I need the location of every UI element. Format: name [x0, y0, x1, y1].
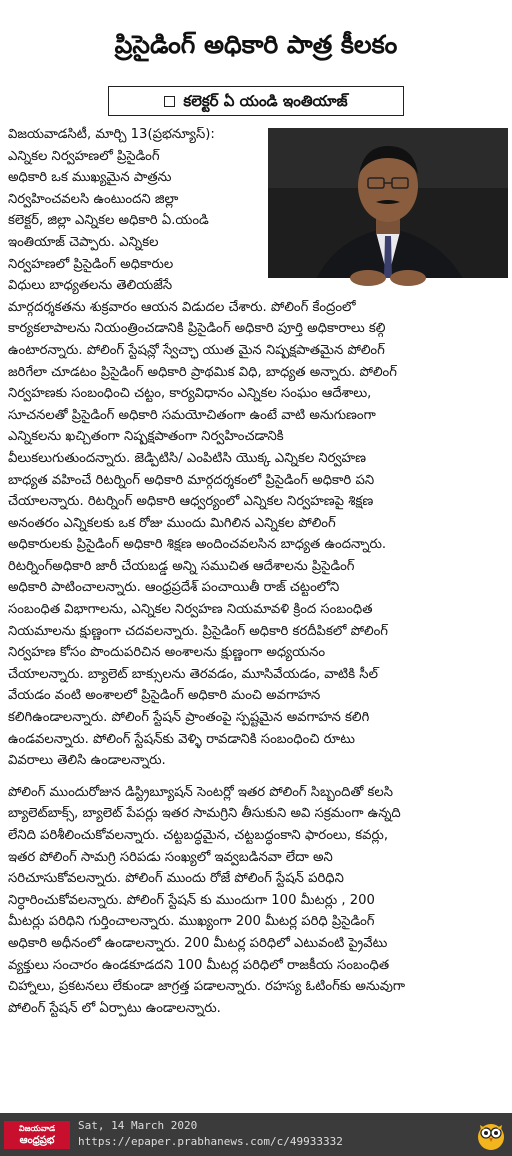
text-line: కార్యకలాపాలను నియంత్రించడానికి ప్రిసైడింగ్ అధికారి పూర్తి అధికారాలు కల్గి	[8, 321, 386, 337]
text-line: చేయాలన్నారు. రిటర్నింగ్ అధికారి ఆధ్వర్యంలో ఎన్నికల నిర్వహణపై శిక్షణ	[8, 494, 374, 510]
source-url[interactable]: https://epaper.prabhanews.com/c/49933332	[78, 1135, 343, 1148]
text-line: అధికారి పాటించాలన్నారు. ఆంధ్రప్రదేశ్ పంచాయితీ రాజ్ చట్టంలోని	[8, 580, 340, 596]
text-line: పోలింగ్ స్టేషన్ లో ఏర్పాటు ఉండాలన్నారు.	[8, 1000, 221, 1016]
byline-text: కలెక్టర్ ఏ యండి ఇంతియాజ్	[183, 92, 348, 110]
text-line: సూచనలతో ప్రిసైడింగ్ అధికారి సమయోచితంగా ఉంటే వాటి అనుగుణంగా	[8, 407, 376, 423]
text-line: ఇతర పోలింగ్ సామగ్రి సరిపడు సంఖ్యలో ఇవ్వబడినవా లేదా అని	[8, 849, 333, 865]
text-line: ఉంటారన్నారు. పోలింగ్ స్టేషన్లో స్వేచ్ఛా యుత మైన నిష్పక్షపాతమైన పోలింగ్	[8, 342, 385, 358]
text-line: ఇంతియాజ్ చెప్పారు. ఎన్నికల	[8, 234, 159, 250]
text-line: చేయాలన్నారు. బ్యాలెట్ బాక్సులను తెరవడం, మూసివేయడం, వాటికి సీల్	[8, 666, 378, 682]
issue-date: Sat, 14 March 2020	[78, 1119, 198, 1132]
text-line: నియమాలను క్షుణ్ణంగా చదవలన్నారు. ప్రిసైడింగ్ అధికారి కరదీపికలో పోలింగ్	[8, 623, 388, 639]
text-line: సంబంధిత విభాగాలను, ఎన్నికల నిర్వహణ నియమావళి క్రింద సంబంధిత	[8, 602, 373, 618]
article-body	[8, 124, 508, 1019]
text-line: జరిగేలా చూడటం ప్రిసైడింగ్ అధికారి ప్రాథమిక విధి, బాధ్యత అన్నారు. పోలింగ్	[8, 364, 397, 380]
byline-box	[108, 86, 404, 116]
text-line: లేనిది పరిశీలించుకోవలన్నారు. చట్టబద్ధమైన, చట్టబద్ధంకాని ఫారంలు, కవర్లు,	[8, 828, 389, 843]
text-line: నిర్వహణలో ప్రిసైడింగ్ అధికారుల	[8, 256, 174, 272]
text-line: వేయడం వంటి అంశాలలో ప్రిసైడింగ్ అధికారి మంచి అవగాహన	[8, 688, 321, 704]
text-line: చిహ్నాలు, ప్రకటనలు లేకుండా జాగ్రత్త పడాలన్నారు. రహస్య ఓటింగ్‌కు అనువుగా	[8, 979, 406, 995]
square-outline-icon	[164, 96, 175, 107]
text-line: అధికారి అధీనంలో ఉండాలన్నారు. 200 మీటర్ల పరిధిలో ఎటువంటి ప్రైవేటు	[8, 935, 388, 951]
text-line: అధికారి ఒక ముఖ్యమైన పాత్రను	[8, 170, 172, 186]
logo-city: విజయవాడ	[18, 1124, 56, 1133]
text-line: ఎన్నికల నిర్వహణలో ప్రిసైడింగ్	[8, 148, 160, 164]
owl-icon[interactable]	[476, 1119, 506, 1151]
text-line: విజయవాడసిటీ, మార్చి 13(ప్రభన్యూస్):	[8, 127, 215, 142]
article-headline: ప్రిసైడింగ్ అధికారి పాత్ర కీలకం	[114, 30, 398, 59]
text-line: నిర్వహణ కోసం పొందుపరిచిన అంశాలను క్షుణ్ణంగా అధ్యయనం	[8, 645, 326, 661]
logo-masthead: ఆంధ్రప్రభ	[19, 1135, 55, 1146]
epaper-footer	[0, 1113, 512, 1156]
text-line: సరిచూసుకోవలన్నారు. పోలింగ్ ముందు రోజే పోలింగ్ స్టేషన్ పరిధిని	[8, 871, 344, 887]
text-line: బ్యాలెట్‌బాక్స్, బ్యాలెట్ పేపర్లు ఇతర సామగ్రిని తీసుకుని అవి సక్రమంగా ఉన్నది	[8, 806, 401, 822]
text-line: రిటర్నింగ్అధికారి జారీ చేయబడ్డ అన్ని సముచిత ఆదేశాలను ప్రిసైడింగ్	[8, 558, 355, 574]
text-line: అనంతరం ఎన్నికలకు ఒక రోజు ముందు మిగిలిన ఎన్నికల పోలింగ్	[8, 515, 336, 531]
paragraph-1-intro	[8, 124, 508, 297]
text-line: నిర్వహించవలసి ఉంటుందని జిల్లా	[8, 191, 179, 207]
paragraph-2	[8, 782, 508, 1020]
text-line: మార్గదర్శకతను శుక్రవారం ఆయన విడుదల చేశారు. పోలింగ్ కేంద్రంలో	[8, 299, 356, 315]
text-line: వీలుకలుగుతుందన్నారు. జెడ్పిటిసి/ ఎంపిటిసి యొక్క ఎన్నికల నిర్వహణ	[8, 450, 367, 466]
text-line: నిర్వహణకు సంబంధించి చట్టం, కార్యవిధానం ఎన్నికల సంఘం ఆదేశాలు,	[8, 386, 372, 402]
text-line: నిర్ధారించుకోవలన్నారు. పోలింగ్ స్టేషన్ కు ముందుగా 100 మీటర్లు , 200	[8, 892, 375, 908]
text-line: ఎన్నికలను ఖచ్చితంగా నిష్పక్షపాతంగా నిర్వహించడానికి	[8, 429, 284, 445]
text-line: పోలింగ్ ముందురోజున డిస్ట్రిబ్యూషన్ సెంటర్లో ఇతర పోలింగ్ సిబ్బందితో కలసి	[8, 784, 393, 800]
text-line: కలిగిఉండాలన్నారు. పోలింగ్ స్టేషన్ ప్రాంతంపై స్పష్టమైన అవగాహన కలిగి	[8, 710, 370, 726]
text-line: బాధ్యత వహించే రిటర్నింగ్ అధికారి మార్గదర్శకంలో ప్రిసైడింగ్ అధికారి పని	[8, 472, 375, 488]
text-line: ఉండవలన్నారు. పోలింగ్ స్టేషన్‌కు వెళ్ళి రావడానికి సంబంధించి రూటు	[8, 731, 355, 747]
paragraph-1-continued	[8, 297, 508, 772]
text-line: వివరాలు తెలిసి ఉండాలన్నారు.	[8, 753, 166, 769]
text-line: అధికారులకు ప్రిసైడింగ్ అధికారి శిక్షణ అందించవలసిన బాధ్యత ఉందన్నారు.	[8, 537, 387, 553]
text-line: మీటర్లు పరిధిని గుర్తించాలన్నారు. ముఖ్యంగా 200 మీటర్ల పరిధి ప్రిసైడింగ్	[8, 914, 375, 930]
newspaper-logo[interactable]	[4, 1121, 70, 1149]
paragraph-gap	[8, 772, 508, 782]
text-line: కలెక్టర్, జిల్లా ఎన్నికల అధికారి ఏ.యండి	[8, 213, 209, 229]
text-line: వ్యక్తులు సంచారం ఉండకూడదని 100 మీటర్ల పరిధిలో రాజకీయ సంబంధిత	[8, 957, 390, 973]
text-line: విధులు బాధ్యతలను తెలియజేసే	[8, 278, 173, 294]
